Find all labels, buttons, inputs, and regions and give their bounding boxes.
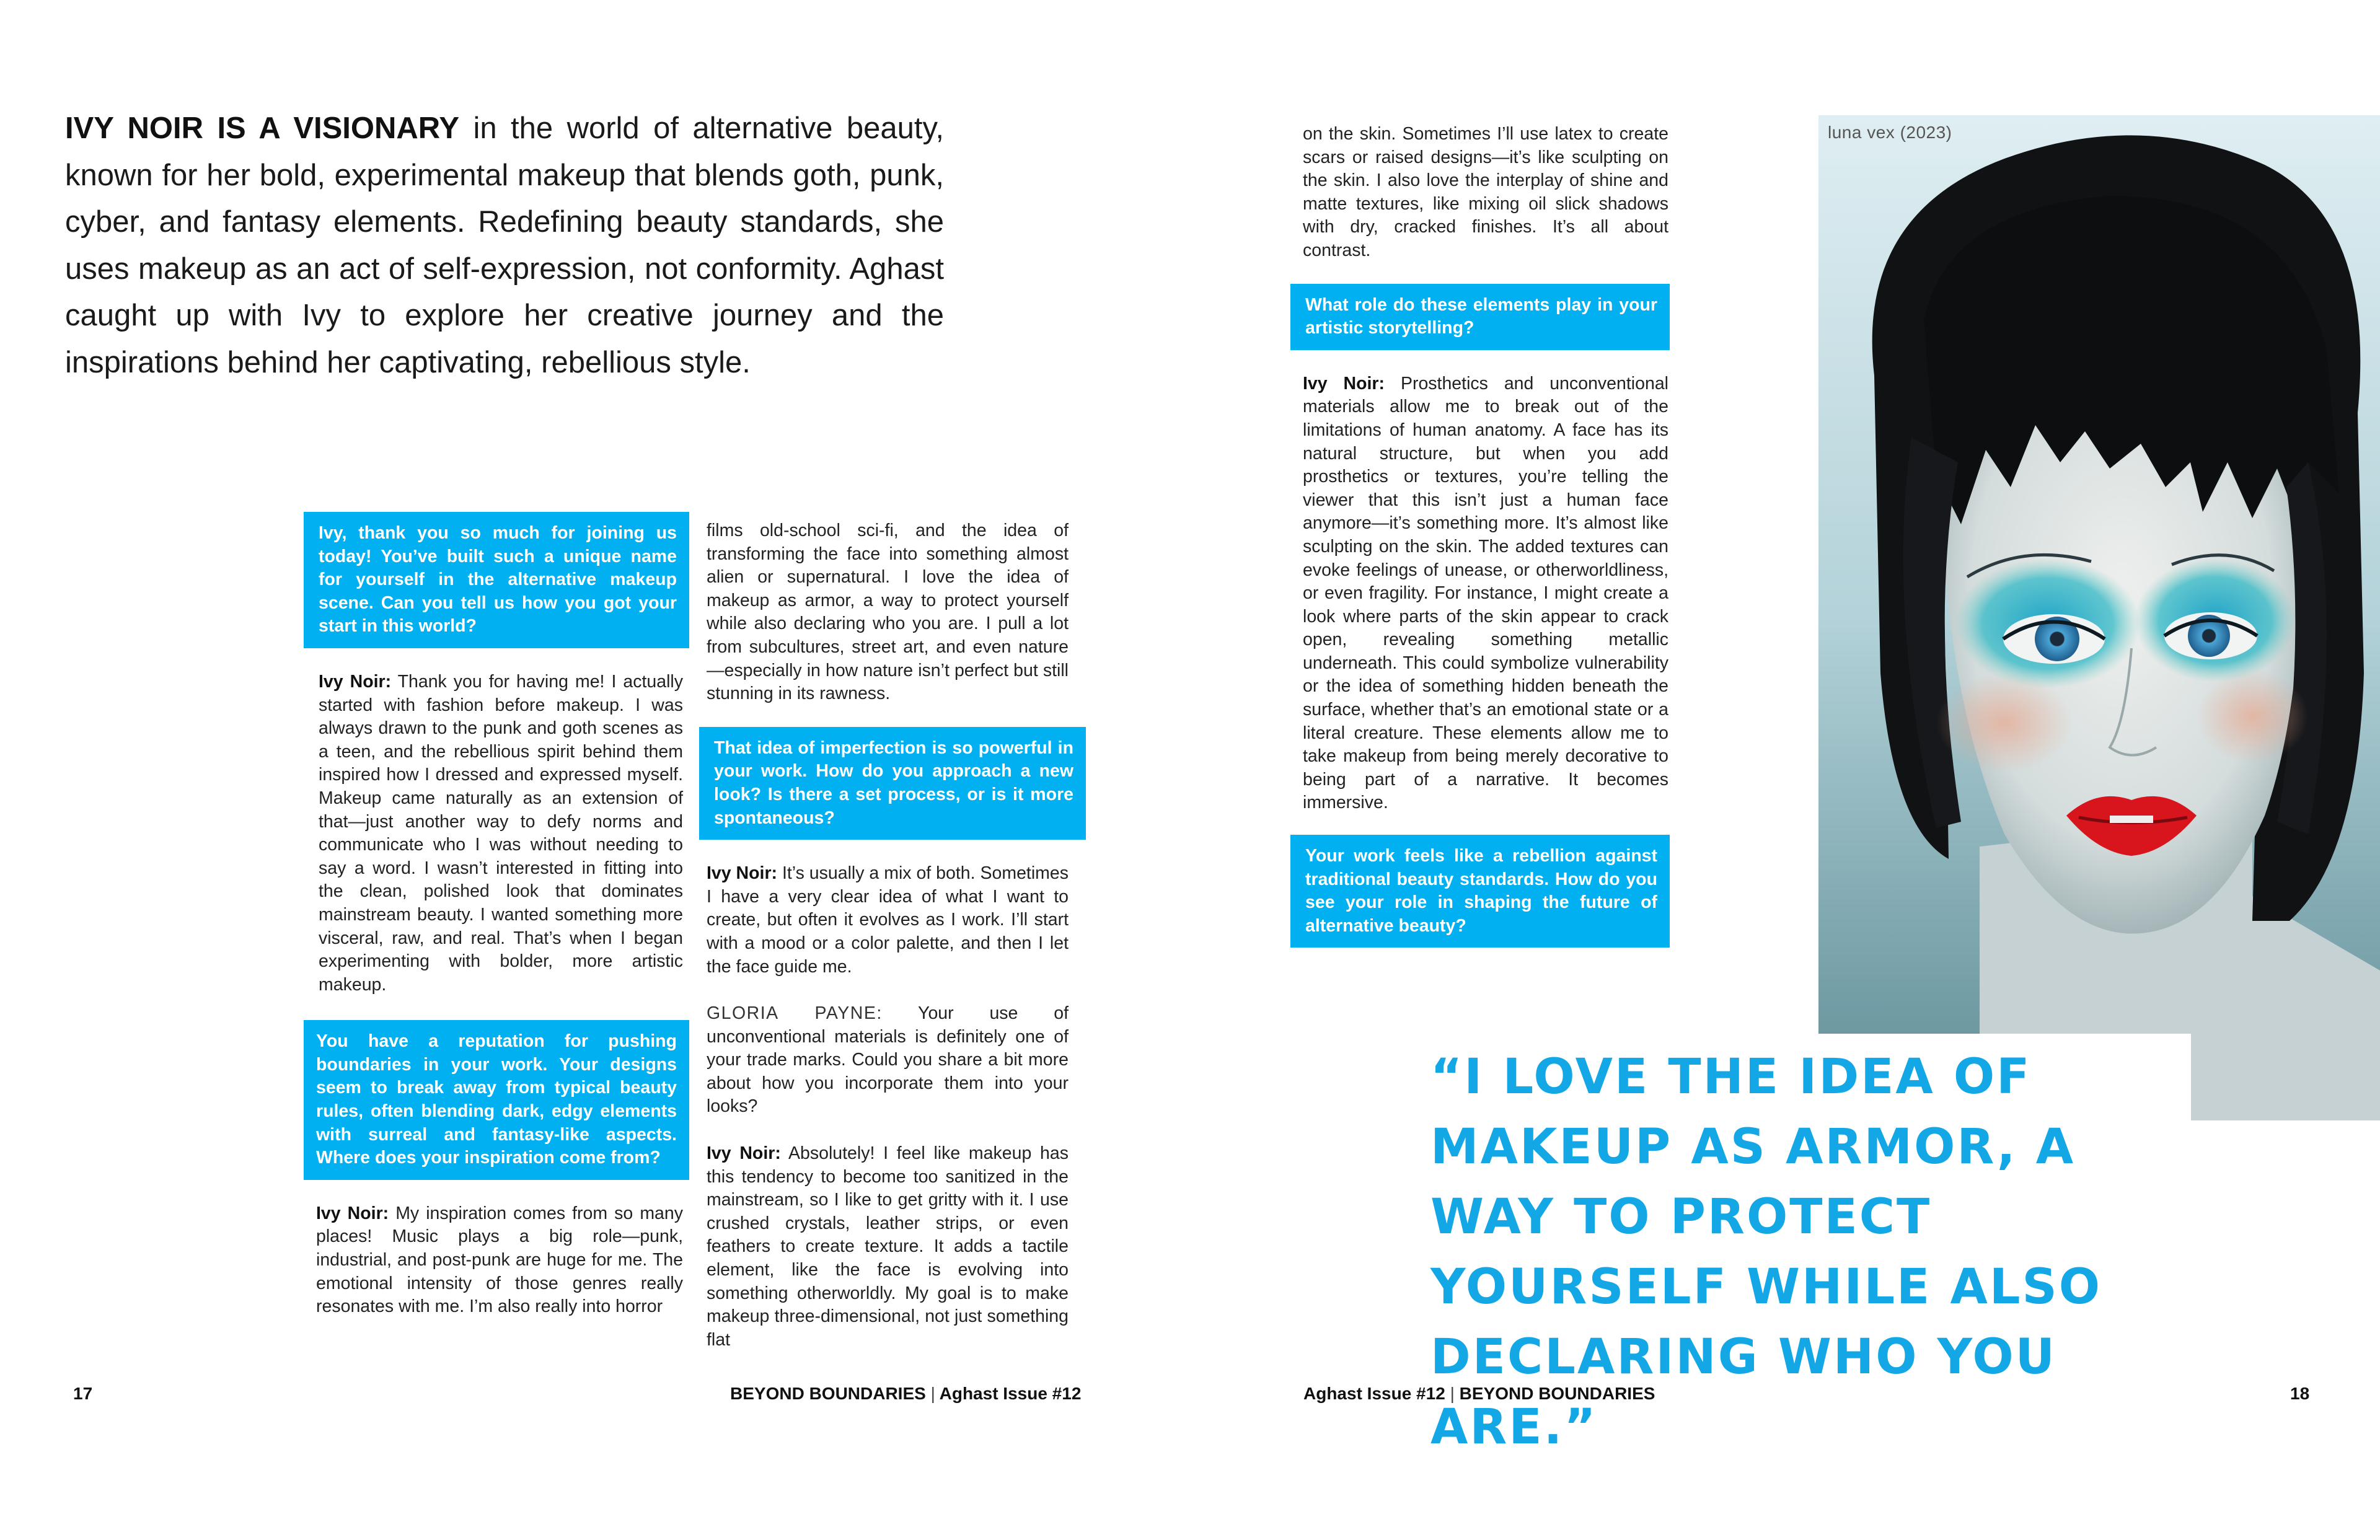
footer-running-head-right bbox=[1303, 1384, 1655, 1404]
question-box-6: Your work feels like a rebellion against traditional beauty standards. How do you see your role in shaping the future of alternative beauty? bbox=[1290, 835, 1670, 948]
footer-separator: | bbox=[1450, 1384, 1455, 1403]
answer-4-continued: on the skin. Sometimes I’ll use latex to create scars or raised designs—it’s like sculpting on the skin. I also love the interplay of shine and matte textures, like mixing oil slick shadows with dry, cracked finishes. It’s all about contrast. bbox=[1303, 124, 1668, 260]
footer-section: BEYOND BOUNDARIES bbox=[730, 1384, 926, 1403]
answer-text: Absolutely! I feel like makeup has this tendency to become too sanitized in the mainstream, so I like to get gritty with it. I use crushed crystals, leather strips, or even feathers to create texture. It adds a tactile element, like the face is evolving into something otherworldly. My goal is to make makeup three-dimensional, not just something flat bbox=[707, 1143, 1069, 1350]
answer-2-continued: films old-school sci-fi, and the idea of transforming the face into something almost alien or supernatural. I love the idea of makeup as armor, a way to protect yourself while also declaring who you are. I pull a lot from subcultures, street art, and even nature—especially in how nature isn’t perfect but still stunning in its rawness. bbox=[707, 521, 1069, 704]
article-column-3 bbox=[1290, 123, 1670, 970]
question-box-1: Ivy, thank you so much for joining us today! You’ve built such a unique name for yourself in the alternative makeup scene. Can you tell us how you got your start in this world? bbox=[304, 512, 689, 648]
intro-text: in the world of alternative beauty, known for her bold, experimental makeup that blends goth, punk, cyber, and fantasy elements. Redefining beauty standards, she uses makeup as an act of self-expression, not conformity. Aghast caught up with Ivy to explore her creative journey and the inspirations behind her captivating, rebellious style. bbox=[65, 112, 944, 379]
footer-issue: Aghast Issue #12 bbox=[1303, 1384, 1445, 1403]
question-text: Your use of unconventional materials is definitely one of your trade marks. Could you share a bit more about how you incorporate them into your looks? bbox=[707, 1003, 1069, 1117]
footer-running-head-left bbox=[730, 1384, 1081, 1404]
speaker-label: Ivy Noir: bbox=[319, 671, 392, 692]
pull-quote: “I LOVE THE IDEA OF MAKEUP AS ARMOR, A WAY TO PROTECT YOURSELF WHILE ALSO DECLARING WHO YOU ARE.” bbox=[1430, 1049, 2102, 1455]
answer-2 bbox=[304, 1202, 689, 1319]
footer-issue: Aghast Issue #12 bbox=[939, 1384, 1082, 1403]
answer-text: Prosthetics and unconventional materials allow me to break out of the limitations of human anatomy. A face has its natural structure, but when you add prosthetics or textures, you’re telling the viewer that this isn’t just a human face anymore—it’s something more. It’s almost like sculpting on the skin. The added textures can evoke feelings of unease, or otherworldliness, or even fragility. For instance, I might create a look where parts of the skin appear to crack open, revealing something metallic underneath. This could symbolize vulnerability or the idea of something hidden beneath the surface, whether that’s an emotional state or a literal creature. These elements allow me to take makeup from being merely decorative to being part of a narrative. It becomes immersive. bbox=[1303, 373, 1669, 813]
answer-5 bbox=[1290, 372, 1670, 815]
intro-paragraph bbox=[65, 105, 944, 386]
answer-1 bbox=[304, 671, 689, 997]
speaker-label: Ivy Noir: bbox=[316, 1203, 389, 1223]
answer-4 bbox=[699, 1142, 1086, 1352]
question-box-2: You have a reputation for pushing boundaries in your work. Your designs seem to break away from typical beauty rules, often blending dark, edgy elements with surreal and fantasy-like aspects. Where does your inspiration come from? bbox=[304, 1020, 689, 1180]
speaker-label: Ivy Noir: bbox=[1303, 373, 1385, 394]
footer-page-number-left: 17 bbox=[73, 1384, 93, 1403]
footer-section: BEYOND BOUNDARIES bbox=[1459, 1384, 1655, 1403]
question-box-3: That idea of imperfection is so powerful in your work. How do you approach a new look? Is there a set process, or is it more spontaneous? bbox=[699, 727, 1086, 840]
answer-text: Thank you for having me! I actually started with fashion before makeup. I was always drawn to the punk and goth scenes as a teen, and the rebellious spirit behind them inspired how I dressed and expressed myself. Makeup came naturally as an extension of that—just another way to defy norms and communicate who I was without needing to say a word. I wasn’t interested in fitting into the clean, polished look that dominates mainstream beauty. I wanted something more visceral, raw, and real. That’s when I began experimenting with bolder, more artistic makeup. bbox=[319, 671, 683, 995]
interviewer-label: GLORIA PAYNE: bbox=[707, 1003, 883, 1024]
answer-text: It’s usually a mix of both. Sometimes I have a very clear idea of what I want to create, but often it evolves as I work. I’ll start with a mood or a color palette, and then I let the face guide me. bbox=[707, 863, 1069, 977]
footer-page-number-right: 18 bbox=[2290, 1384, 2310, 1403]
question-4 bbox=[699, 1002, 1086, 1119]
answer-3 bbox=[699, 862, 1086, 979]
intro-lead: IVY NOIR IS A VISIONARY bbox=[65, 112, 460, 145]
article-column-2 bbox=[699, 519, 1086, 1375]
footer-separator: | bbox=[930, 1384, 935, 1403]
speaker-label: Ivy Noir: bbox=[707, 863, 778, 884]
portrait-photo bbox=[1818, 115, 2380, 1120]
question-box-5: What role do these elements play in your artistic storytelling? bbox=[1290, 284, 1670, 350]
photo-credit: luna vex (2023) bbox=[1828, 123, 1952, 142]
article-column-1 bbox=[304, 512, 689, 1342]
answer-text: My inspiration comes from so many places! Music plays a big role—punk, industrial, and post-punk are huge for me. The emotional intensity of those genres really resonates with me. I’m also really into horror bbox=[316, 1203, 684, 1317]
speaker-label: Ivy Noir: bbox=[707, 1143, 781, 1164]
